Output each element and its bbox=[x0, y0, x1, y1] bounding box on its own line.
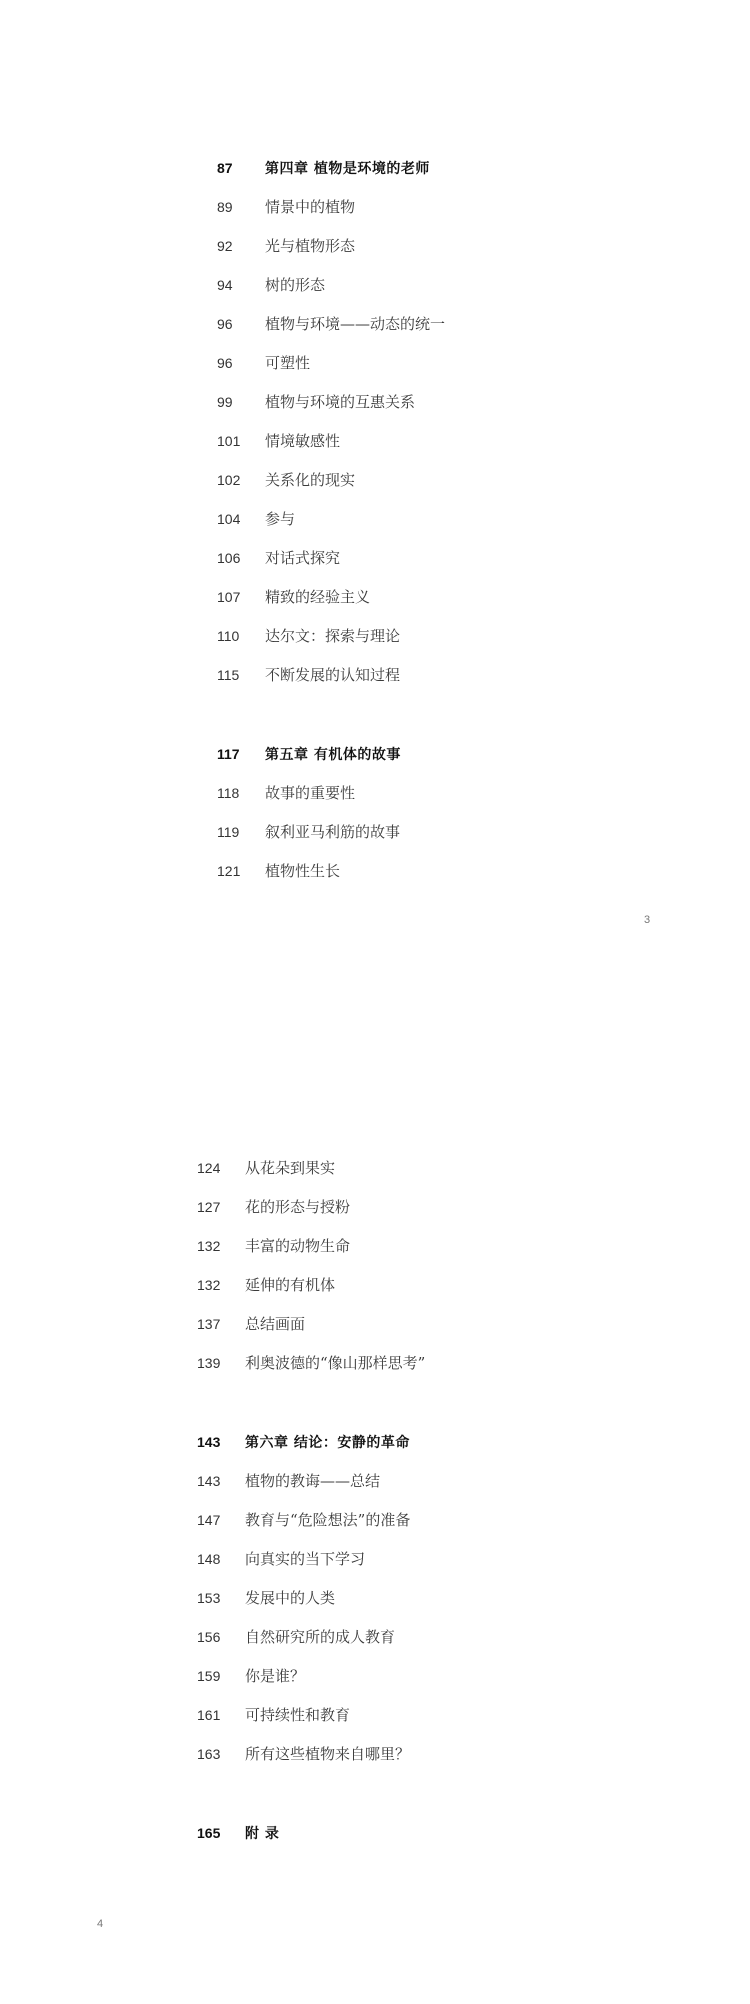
toc-page-number: 96 bbox=[217, 354, 233, 371]
toc-page-number: 115 bbox=[217, 666, 240, 683]
toc-entry[interactable] bbox=[197, 1265, 425, 1304]
toc-entry-title: 不断发展的认知过程 bbox=[265, 666, 401, 684]
toc-entry[interactable] bbox=[217, 265, 445, 304]
toc-chapter-title: 第四章 植物是环境的老师 bbox=[265, 160, 430, 177]
toc-entry-title: 植物与环境的互惠关系 bbox=[265, 393, 416, 411]
toc-entry[interactable] bbox=[217, 226, 445, 265]
toc-page-number: 165 bbox=[197, 1824, 221, 1841]
toc-entry[interactable] bbox=[217, 421, 445, 460]
toc-entry[interactable] bbox=[217, 812, 445, 851]
toc-page-number: 87 bbox=[217, 159, 233, 176]
toc-chapter-entry[interactable] bbox=[197, 1813, 425, 1852]
toc-entry-title: 植物与环境——动态的统一 bbox=[265, 315, 446, 333]
toc-entry[interactable] bbox=[217, 538, 445, 577]
toc-entry[interactable] bbox=[217, 499, 445, 538]
toc-page-number: 137 bbox=[197, 1315, 221, 1332]
toc-entry[interactable] bbox=[217, 187, 445, 226]
toc-page-number: 106 bbox=[217, 549, 241, 566]
toc-entry[interactable] bbox=[197, 1226, 425, 1265]
toc-entry[interactable] bbox=[197, 1343, 425, 1382]
toc-entry[interactable] bbox=[197, 1148, 425, 1187]
toc-page-number: 121 bbox=[217, 862, 241, 879]
toc-entry-title: 植物性生长 bbox=[265, 862, 341, 880]
toc-entry[interactable] bbox=[197, 1500, 425, 1539]
toc-entry[interactable] bbox=[217, 382, 445, 421]
toc-chapter-title: 第六章 结论：安静的革命 bbox=[245, 1434, 410, 1451]
toc-entry-title: 向真实的当下学习 bbox=[245, 1550, 366, 1568]
toc-entry-title: 光与植物形态 bbox=[265, 237, 356, 255]
page-folio: 3 bbox=[644, 914, 651, 926]
toc-entry[interactable] bbox=[197, 1539, 425, 1578]
toc-page-number: 139 bbox=[197, 1354, 221, 1371]
toc-entry-title: 关系化的现实 bbox=[265, 471, 356, 489]
toc-entry-title: 故事的重要性 bbox=[265, 784, 356, 802]
toc-entry[interactable] bbox=[197, 1187, 425, 1226]
page-folio: 4 bbox=[97, 1918, 104, 1930]
toc-entry-title: 自然研究所的成人教育 bbox=[245, 1628, 396, 1646]
toc-entry[interactable] bbox=[217, 655, 445, 694]
toc-page-number: 89 bbox=[217, 198, 233, 215]
toc-page-number: 143 bbox=[197, 1472, 221, 1489]
toc-chapter-entry[interactable] bbox=[217, 148, 445, 187]
toc-page-number: 101 bbox=[217, 432, 241, 449]
toc-page-number: 102 bbox=[217, 471, 241, 488]
toc-page-number: 94 bbox=[217, 276, 233, 293]
toc-entry[interactable] bbox=[217, 343, 445, 382]
toc-entry-title: 所有这些植物来自哪里？ bbox=[245, 1745, 411, 1763]
toc-entry[interactable] bbox=[217, 577, 445, 616]
toc-page-number: 148 bbox=[197, 1550, 221, 1567]
toc-entry-title: 丰富的动物生命 bbox=[245, 1237, 351, 1255]
toc-entry[interactable] bbox=[217, 851, 445, 890]
toc-page-number: 118 bbox=[217, 784, 240, 801]
toc-page-number: 110 bbox=[217, 627, 240, 644]
toc-entry-title: 总结画面 bbox=[245, 1315, 306, 1333]
toc-entry-title: 树的形态 bbox=[265, 276, 326, 294]
toc-page-number: 92 bbox=[217, 237, 233, 254]
toc-page-number: 156 bbox=[197, 1628, 221, 1645]
toc-entry-title: 可塑性 bbox=[265, 354, 311, 372]
toc-page-number: 96 bbox=[217, 315, 233, 332]
toc-list bbox=[217, 148, 445, 890]
toc-entry[interactable] bbox=[197, 1578, 425, 1617]
toc-entry-title: 发展中的人类 bbox=[245, 1589, 336, 1607]
toc-page-number: 117 bbox=[217, 745, 240, 762]
toc-entry-title: 情景中的植物 bbox=[265, 198, 356, 216]
toc-entry[interactable] bbox=[217, 304, 445, 343]
toc-page-number: 163 bbox=[197, 1745, 221, 1762]
toc-page-number: 161 bbox=[197, 1706, 221, 1723]
toc-page-number: 107 bbox=[217, 588, 241, 605]
toc-entry-title: 教育与“危险想法”的准备 bbox=[245, 1511, 411, 1529]
toc-page-number: 99 bbox=[217, 393, 233, 410]
toc-entry-title: 叙利亚马利筋的故事 bbox=[265, 823, 401, 841]
toc-entry-title: 从花朵到果实 bbox=[245, 1159, 336, 1177]
toc-page-number: 147 bbox=[197, 1511, 221, 1528]
toc-page-number: 119 bbox=[217, 823, 240, 840]
toc-entry[interactable] bbox=[197, 1617, 425, 1656]
toc-entry[interactable] bbox=[197, 1656, 425, 1695]
toc-list bbox=[197, 1148, 425, 1852]
toc-entry[interactable] bbox=[217, 773, 445, 812]
toc-entry[interactable] bbox=[197, 1734, 425, 1773]
toc-page-number: 127 bbox=[197, 1198, 221, 1215]
toc-entry[interactable] bbox=[197, 1304, 425, 1343]
toc-entry[interactable] bbox=[197, 1461, 425, 1500]
toc-page-number: 153 bbox=[197, 1589, 221, 1606]
toc-entry[interactable] bbox=[217, 460, 445, 499]
toc-chapter-entry[interactable] bbox=[217, 734, 445, 773]
toc-entry-title: 延伸的有机体 bbox=[245, 1276, 336, 1294]
toc-entry-title: 情境敏感性 bbox=[265, 432, 341, 450]
toc-entry-title: 精致的经验主义 bbox=[265, 588, 371, 606]
toc-page-number: 132 bbox=[197, 1276, 221, 1293]
toc-page-number: 132 bbox=[197, 1237, 221, 1254]
toc-page-number: 143 bbox=[197, 1433, 221, 1450]
toc-entry-title: 花的形态与授粉 bbox=[245, 1198, 351, 1216]
toc-entry-title: 你是谁？ bbox=[245, 1667, 306, 1685]
toc-entry-title: 利奥波德的“像山那样思考” bbox=[245, 1354, 426, 1372]
toc-page-4 bbox=[0, 1002, 750, 2004]
toc-chapter-title: 附 录 bbox=[245, 1825, 280, 1842]
toc-entry[interactable] bbox=[197, 1695, 425, 1734]
toc-page-number: 104 bbox=[217, 510, 241, 527]
toc-entry-title: 达尔文：探索与理论 bbox=[265, 627, 401, 645]
toc-chapter-entry[interactable] bbox=[197, 1422, 425, 1461]
toc-page-number: 159 bbox=[197, 1667, 221, 1684]
toc-chapter-title: 第五章 有机体的故事 bbox=[265, 746, 401, 763]
toc-entry-title: 植物的教诲——总结 bbox=[245, 1472, 381, 1490]
toc-page-number: 124 bbox=[197, 1159, 221, 1176]
toc-entry-title: 参与 bbox=[265, 510, 296, 528]
toc-entry-title: 可持续性和教育 bbox=[245, 1706, 351, 1724]
toc-entry[interactable] bbox=[217, 616, 445, 655]
toc-entry-title: 对话式探究 bbox=[265, 549, 341, 567]
